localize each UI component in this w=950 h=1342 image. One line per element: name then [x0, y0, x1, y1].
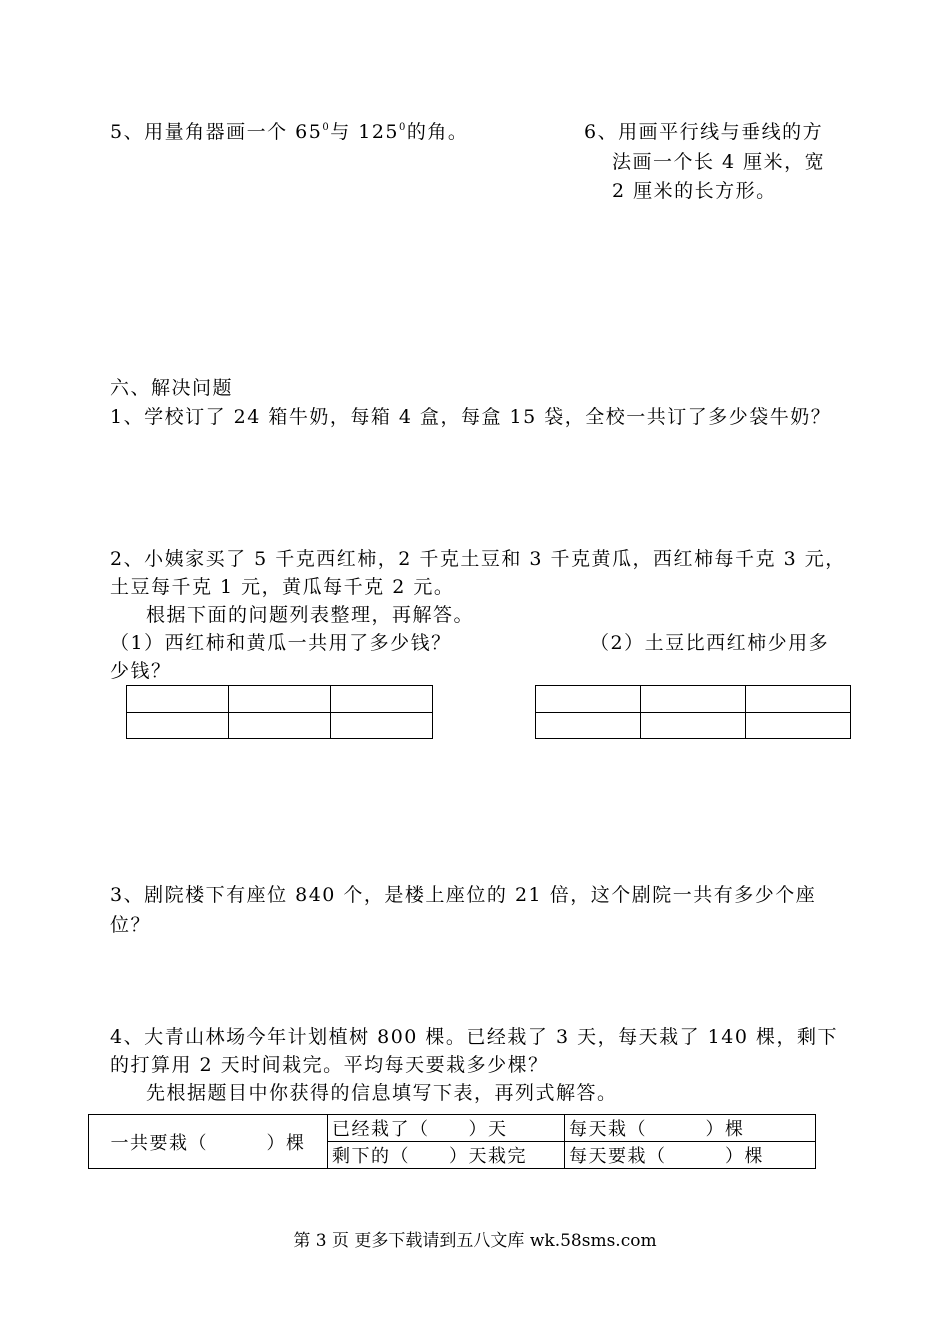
- table-cell[interactable]: [641, 712, 746, 739]
- table-cell[interactable]: [127, 712, 229, 739]
- problem-2-sub-question-2-cont: 少钱？: [110, 660, 172, 682]
- daily-needed-cell[interactable]: [565, 1142, 816, 1169]
- question-5-prefix: 5、用量角器画一个 65: [110, 121, 323, 143]
- table-cell[interactable]: [229, 686, 331, 713]
- problem-4-line-1: 4、大青山林场今年计划植树 800 棵。已经栽了 3 天，每天栽了 140 棵，剩下: [110, 1026, 838, 1048]
- question-6-line-3: 2 厘米的长方形。: [612, 180, 777, 202]
- answer-table-2: [535, 685, 851, 739]
- remaining-days-cell[interactable]: [328, 1142, 565, 1169]
- problem-4-line-2: 的打算用 2 天时间栽完。平均每天要栽多少棵？: [110, 1054, 549, 1076]
- problem-2-sub-question-1: （1）西红柿和黄瓜一共用了多少钱？: [110, 632, 452, 654]
- degree-mark-2: 0: [399, 122, 407, 133]
- total-trees-cell[interactable]: [89, 1115, 328, 1169]
- problem-2-line-2: 土豆每千克 1 元，黄瓜每千克 2 元。: [110, 576, 455, 598]
- daily-planted-label: 每天栽（ ）棵: [569, 1119, 745, 1140]
- table-cell[interactable]: [229, 712, 331, 739]
- remaining-days-label: 剩下的（ ）天栽完: [332, 1146, 527, 1167]
- daily-planted-cell[interactable]: [565, 1115, 816, 1142]
- problem-3-line-2: 位？: [110, 914, 152, 936]
- section-title: 六、解决问题: [110, 377, 234, 399]
- planted-days-cell[interactable]: [328, 1115, 565, 1142]
- total-trees-label: 一共要栽（ ）棵: [110, 1132, 306, 1154]
- problem-4-instruction: 先根据题目中你获得的信息填写下表，再列式解答。: [146, 1082, 618, 1104]
- table-cell[interactable]: [536, 686, 641, 713]
- problem-2-line-1: 2、小姨家买了 5 千克西红柿，2 千克土豆和 3 千克黄瓜，西红柿每千克 3 元，: [110, 548, 846, 570]
- table-cell[interactable]: [331, 712, 433, 739]
- info-table: [88, 1114, 816, 1169]
- table-cell[interactable]: [746, 686, 851, 713]
- degree-mark-1: 0: [322, 122, 331, 133]
- problem-1: 1、学校订了 24 箱牛奶，每箱 4 盒，每盒 15 袋，全校一共订了多少袋牛奶？: [110, 406, 832, 428]
- daily-needed-label: 每天要栽（ ）棵: [569, 1146, 764, 1167]
- problem-2-instruction: 根据下面的问题列表整理，再解答。: [146, 604, 475, 626]
- table-cell[interactable]: [127, 686, 229, 713]
- question-5-suffix: 的角。: [406, 121, 469, 143]
- question-6-line-1: 6、用画平行线与垂线的方: [584, 121, 824, 143]
- table-cell[interactable]: [746, 712, 851, 739]
- planted-days-label: 已经栽了（ ）天: [332, 1119, 508, 1140]
- answer-table-1: [126, 685, 433, 739]
- problem-3-line-1: 3、剧院楼下有座位 840 个，是楼上座位的 21 倍，这个剧院一共有多少个座: [110, 884, 817, 906]
- page-footer: 第 3 页 更多下载请到五八文库 wk.58sms.com: [293, 1231, 657, 1251]
- table-cell[interactable]: [536, 712, 641, 739]
- question-5-mid: 与 125: [330, 121, 399, 143]
- problem-2-sub-question-2: （2）土豆比西红柿少用多: [590, 632, 830, 654]
- question-5: [110, 123, 468, 142]
- table-cell[interactable]: [641, 686, 746, 713]
- table-cell[interactable]: [331, 686, 433, 713]
- question-6-line-2: 法画一个长 4 厘米，宽: [612, 151, 826, 173]
